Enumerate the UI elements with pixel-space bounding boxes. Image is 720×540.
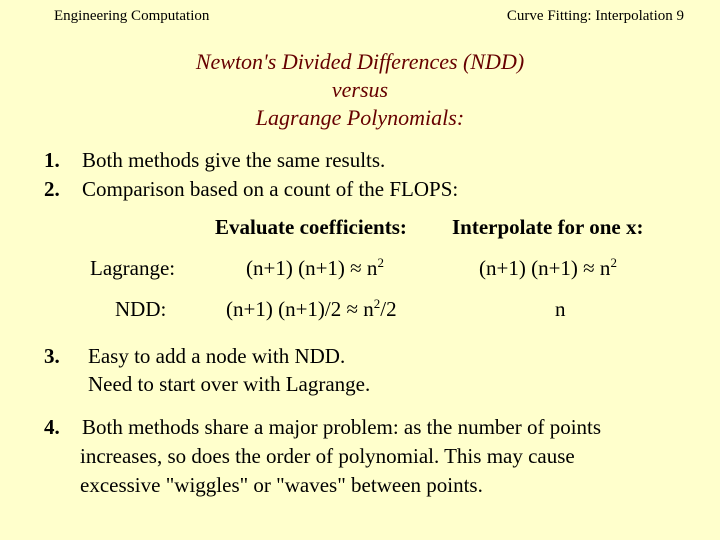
point-2-text: Comparison based on a count of the FLOPS: bbox=[82, 177, 459, 201]
point-3 bbox=[44, 342, 345, 371]
header-left: Engineering Computation bbox=[54, 8, 210, 24]
lagrange-interpolate-cost bbox=[479, 256, 617, 281]
ndd-coefficients-cost bbox=[226, 297, 397, 322]
ndd-interpolate-cost bbox=[555, 297, 566, 322]
point-4-line-2: increases, so does the order of polynomial. This may cause bbox=[80, 444, 575, 468]
lagrange-coef-exponent: 2 bbox=[377, 255, 384, 270]
title-line-3: Lagrange Polynomials: bbox=[255, 105, 465, 130]
ndd-coef-exponent: 2 bbox=[373, 296, 381, 311]
title-line-2: versus bbox=[331, 77, 389, 102]
point-2-number: 2. bbox=[44, 177, 60, 201]
point-4-line-3: excessive "wiggles" or "waves" between points. bbox=[80, 473, 483, 497]
row-label-ndd: NDD: bbox=[115, 297, 167, 321]
point-4 bbox=[44, 413, 601, 442]
table-header-interpolate: Interpolate for one x: bbox=[452, 215, 644, 239]
point-1-number: 1. bbox=[44, 148, 60, 172]
slide-title bbox=[0, 48, 720, 132]
lagrange-interp-base: (n+1) (n+1) ≈ n bbox=[479, 256, 611, 280]
point-3-line-1: Easy to add a node with NDD. bbox=[88, 344, 346, 368]
point-1-text: Both methods give the same results. bbox=[82, 148, 386, 172]
ndd-interp-base: n bbox=[555, 297, 566, 321]
point-4-number: 4. bbox=[44, 415, 60, 439]
lagrange-coefficients-cost bbox=[246, 256, 384, 281]
lagrange-interp-exponent: 2 bbox=[610, 255, 617, 270]
point-2 bbox=[44, 175, 458, 204]
lagrange-coef-base: (n+1) (n+1) ≈ n bbox=[246, 256, 378, 280]
header-right: Curve Fitting: Interpolation 9 bbox=[506, 8, 684, 24]
point-3-number: 3. bbox=[44, 344, 60, 368]
table-header-coefficients: Evaluate coefficients: bbox=[215, 215, 407, 239]
point-3-line-2: Need to start over with Lagrange. bbox=[88, 372, 371, 396]
point-1 bbox=[44, 146, 385, 175]
ndd-coef-tail: /2 bbox=[380, 297, 397, 321]
row-label-lagrange: Lagrange: bbox=[90, 256, 176, 280]
title-line-1: Newton's Divided Differences (NDD) bbox=[195, 49, 525, 74]
ndd-coef-base: (n+1) (n+1)/2 ≈ n bbox=[226, 297, 374, 321]
point-4-line-1: Both methods share a major problem: as the number of points bbox=[82, 415, 602, 439]
